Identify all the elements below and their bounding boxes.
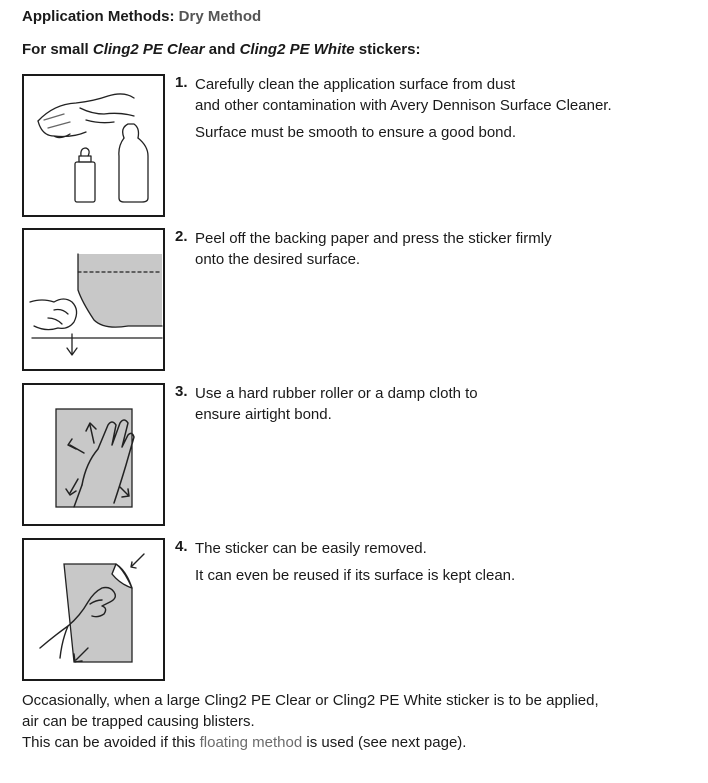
header-method: Dry Method (178, 8, 262, 25)
step-1-line-3: Surface must be smooth to ensure a good bond. (195, 124, 517, 141)
step-2-line-2: onto the desired surface. (195, 251, 361, 268)
sub-heading (22, 41, 420, 58)
step-4-illustration (22, 538, 165, 681)
step-1-illustration (22, 74, 165, 217)
step-2-text (195, 228, 552, 270)
subheader-middle: and (204, 41, 240, 58)
step-3-illustration (22, 383, 165, 526)
step-1-number: 1. (175, 74, 188, 91)
header-label: Application Methods: (22, 8, 175, 25)
product-clear: Cling2 PE Clear (92, 41, 205, 58)
step-4-line-1: The sticker can be easily removed. (195, 540, 427, 557)
footer-note (22, 690, 599, 753)
cleaning-hand-icon (24, 76, 163, 215)
floating-method-link[interactable]: floating method (199, 734, 303, 751)
step-3-text (195, 383, 478, 425)
step-1-line-2: and other contamination with Avery Dennison Surface Cleaner. (195, 97, 612, 114)
step-4-text (195, 538, 515, 586)
page-header (22, 8, 261, 25)
subheader-suffix: stickers: (354, 41, 421, 58)
step-3-line-2: ensure airtight bond. (195, 406, 332, 423)
peel-backing-icon (24, 230, 163, 369)
step-3-line-1: Use a hard rubber roller or a damp cloth to (195, 385, 478, 402)
product-white: Cling2 PE White (239, 41, 355, 58)
step-4-line-2: It can even be reused if its surface is kept clean. (195, 567, 516, 584)
step-1-line-1: Carefully clean the application surface from dust (195, 76, 516, 93)
step-3-number: 3. (175, 383, 188, 400)
footer-line-1: Occasionally, when a large Cling2 PE Clear or Cling2 PE White sticker is to be applied, (22, 692, 599, 709)
subheader-prefix: For small (22, 41, 93, 58)
footer-line-2: air can be trapped causing blisters. (22, 713, 255, 730)
footer-line-3-prefix: This can be avoided if this (22, 734, 200, 751)
step-2-illustration (22, 228, 165, 371)
footer-line-3 (22, 732, 599, 753)
step-2-number: 2. (175, 228, 188, 245)
step-4-number: 4. (175, 538, 188, 555)
footer-line-3-suffix: is used (see next page). (302, 734, 467, 751)
press-sticker-icon (24, 385, 163, 524)
remove-sticker-icon (24, 540, 163, 679)
step-1-text (195, 74, 612, 143)
step-2-line-1: Peel off the backing paper and press the sticker firmly (195, 230, 552, 247)
